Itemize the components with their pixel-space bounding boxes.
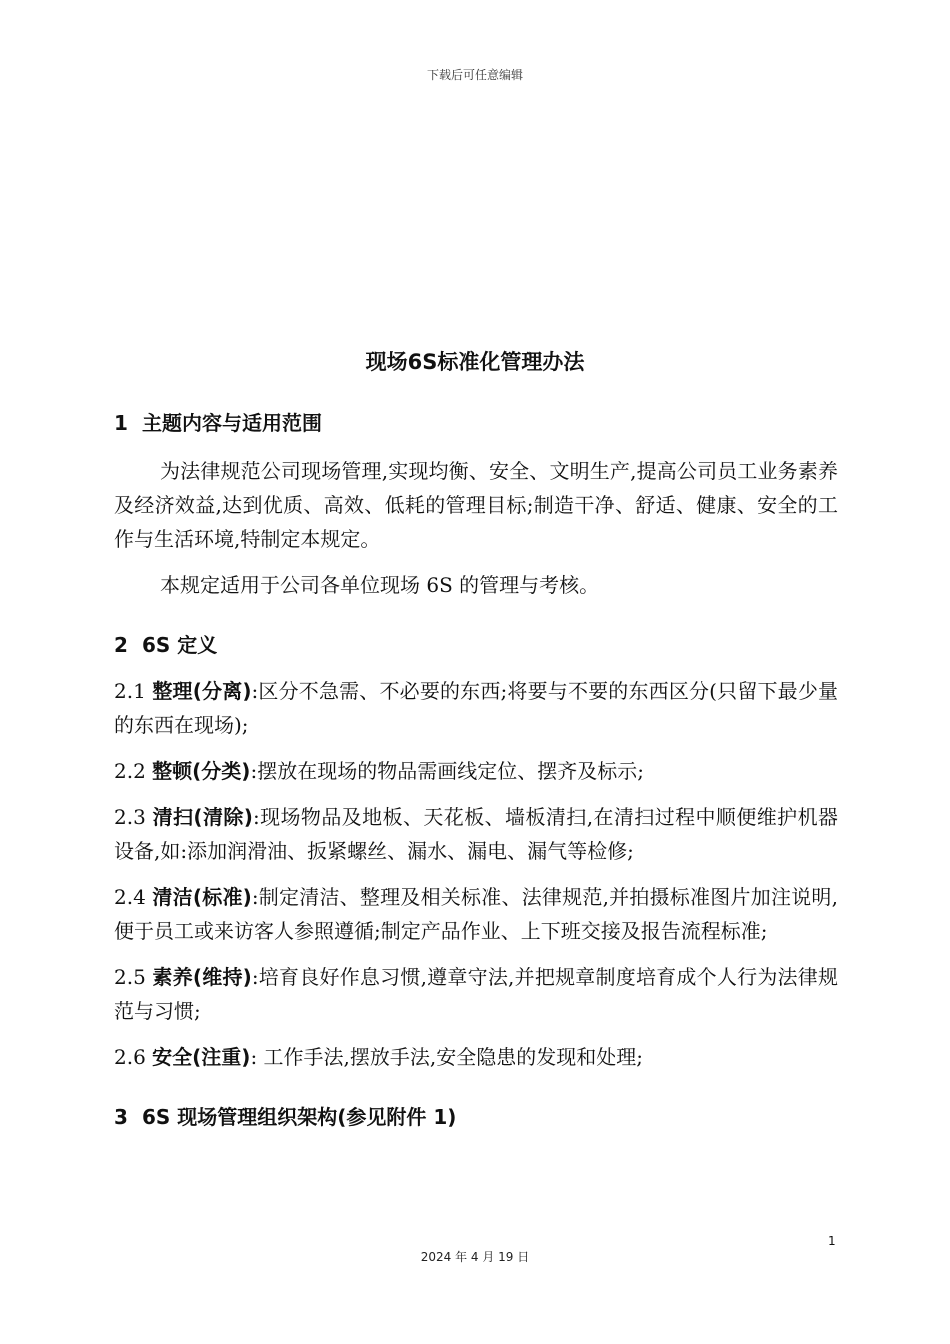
section-heading	[114, 406, 838, 440]
item-term: 清扫(清除)	[152, 805, 253, 829]
section-heading	[114, 628, 838, 662]
item-text: : 工作手法,摆放手法,安全隐患的发现和处理;	[250, 1045, 644, 1069]
item-text: :区分不急需、不必要的东西;将要与不要的东西区分(只留下最少量的东西在现场);	[114, 679, 839, 737]
definition-item	[114, 960, 838, 1028]
section-3	[114, 1100, 838, 1134]
section-number: 1	[114, 411, 128, 435]
item-number: 2.5	[114, 965, 146, 989]
document-body	[114, 406, 838, 1134]
item-term: 整理(分离)	[152, 679, 252, 703]
section-number: 3	[114, 1105, 128, 1129]
page-number: 1	[828, 1234, 836, 1248]
definition-item	[114, 1040, 838, 1074]
document-title: 现场6S标准化管理办法	[365, 350, 585, 374]
section-heading	[114, 1100, 838, 1134]
item-number: 2.6	[114, 1045, 146, 1069]
header-note: 下载后可任意编辑	[426, 68, 523, 82]
item-number: 2.4	[114, 885, 146, 909]
definition-item	[114, 754, 838, 788]
item-term: 整顿(分类)	[152, 759, 251, 783]
section-1	[114, 406, 838, 602]
item-number: 2.2	[114, 759, 146, 783]
footer-date: 2024 年 4 月 19 日	[420, 1250, 530, 1264]
definition-item	[114, 674, 838, 742]
section-title: 主题内容与适用范围	[142, 411, 322, 435]
section-number: 2	[114, 633, 128, 657]
section-2	[114, 628, 838, 1074]
definition-item	[114, 800, 838, 868]
section-title: 6S 现场管理组织架构(参见附件 1)	[142, 1105, 457, 1129]
item-text: :制定清洁、整理及相关标准、法律规范,并拍摄标准图片加注说明,便于员工或来访客人参照遵循;制定产品作业、上下班交接及报告流程标准;	[114, 885, 839, 943]
paragraph: 本规定适用于公司各单位现场 6S 的管理与考核。	[160, 573, 600, 597]
section-title: 6S 定义	[142, 633, 218, 657]
item-term: 素养(维持)	[152, 965, 252, 989]
item-term: 安全(注重)	[152, 1045, 251, 1069]
definition-item	[114, 880, 838, 948]
item-text: :摆放在现场的物品需画线定位、摆齐及标示;	[250, 759, 644, 783]
item-text: :现场物品及地板、天花板、墙板清扫,在清扫过程中顺便维护机器设备,如:添加润滑油、扳紧螺丝、漏水、漏电、漏气等检修;	[114, 805, 838, 863]
item-term: 清洁(标准)	[152, 885, 252, 909]
item-text: :培育良好作息习惯,遵章守法,并把规章制度培育成个人行为法律规范与习惯;	[114, 965, 839, 1023]
paragraph: 为法律规范公司现场管理,实现均衡、安全、文明生产,提高公司员工业务素养及经济效益,达到优质、高效、低耗的管理目标;制造干净、舒适、健康、安全的工作与生活环境,特制定本规定。	[114, 459, 838, 551]
item-number: 2.1	[114, 679, 146, 703]
item-number: 2.3	[114, 805, 146, 829]
